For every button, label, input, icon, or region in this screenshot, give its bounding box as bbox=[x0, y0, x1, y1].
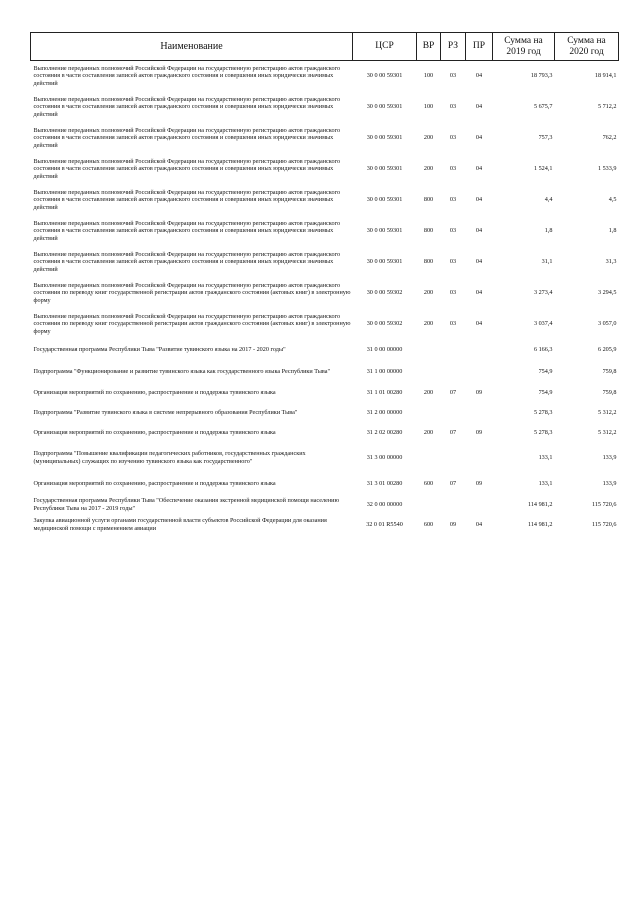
row-sum-2019: 6 166,3 bbox=[533, 346, 553, 354]
row-sum-2020: 133,9 bbox=[602, 479, 617, 487]
row-rz: 09 bbox=[449, 520, 457, 528]
row-sum-2020: 5 312,2 bbox=[597, 408, 617, 416]
table-row bbox=[31, 443, 619, 474]
row-csr: 31 1 01 00280 bbox=[366, 388, 403, 396]
row-sum-2020: 1 533,9 bbox=[597, 165, 617, 173]
row-pr: 09 bbox=[475, 479, 483, 487]
row-sum-2020: 31,3 bbox=[605, 258, 617, 266]
row-sum-2020: 6 205,9 bbox=[597, 346, 617, 354]
row-csr: 31 1 00 00000 bbox=[366, 367, 403, 375]
row-name: Выполнение переданных полномочий Российской Федерации на государственную регистрацию актов гражданского состояния по переводу книг государственной регистрации актов гражданского состояния (актовых книг) в электронную форму bbox=[33, 281, 351, 304]
row-csr: 30 0 00 59301 bbox=[366, 134, 403, 142]
row-pr bbox=[466, 403, 493, 423]
row-pr: 04 bbox=[475, 520, 483, 528]
row-vr: 800 bbox=[423, 258, 434, 266]
row-pr bbox=[466, 340, 493, 361]
row-sum-2020: 18 914,1 bbox=[594, 72, 617, 80]
row-name: Организация мероприятий по сохранению, распространение и поддержка тувинского языка bbox=[33, 428, 276, 436]
header-sum-2019: Сумма на 2019 год bbox=[493, 33, 555, 61]
table-row bbox=[31, 123, 619, 154]
row-name: Подпрограмма "Повышение квалификации педагогических работников, государственных гражданских (муниципальных) служащих по изучению тувинского языка как государственного" bbox=[33, 450, 306, 465]
table-row bbox=[31, 340, 619, 361]
row-vr: 100 bbox=[423, 103, 434, 111]
row-csr: 30 0 00 59302 bbox=[366, 289, 403, 297]
row-sum-2019: 114 981,2 bbox=[527, 520, 553, 528]
header-vr: ВР bbox=[417, 33, 441, 61]
table-row bbox=[31, 92, 619, 123]
row-csr: 31 3 01 00280 bbox=[366, 479, 403, 487]
table-row bbox=[31, 185, 619, 216]
row-vr bbox=[417, 443, 441, 474]
row-rz bbox=[441, 403, 466, 423]
row-name: Выполнение переданных полномочий Российской Федерации на государственную регистрацию актов гражданского состояния в части составления записей актов гражданского состояния и совершения иных юридически значимых действий bbox=[33, 188, 341, 211]
table-row bbox=[31, 494, 619, 516]
row-csr: 32 0 00 00000 bbox=[366, 500, 403, 508]
table-row bbox=[31, 154, 619, 185]
row-pr: 04 bbox=[475, 165, 483, 173]
row-sum-2019: 4,4 bbox=[544, 196, 553, 204]
row-sum-2019: 18 793,3 bbox=[530, 72, 553, 80]
header-sum-2020: Сумма на 2020 год bbox=[555, 33, 619, 61]
row-sum-2019: 5 278,3 bbox=[533, 428, 553, 436]
table-row bbox=[31, 403, 619, 423]
row-rz: 03 bbox=[449, 72, 457, 80]
row-sum-2019: 1,8 bbox=[544, 227, 553, 235]
row-name: Подпрограмма "Функционирование и развитие тувинского языка как государственного языка Республики Тыва" bbox=[33, 367, 330, 375]
row-pr: 04 bbox=[475, 258, 483, 266]
row-vr: 200 bbox=[423, 165, 434, 173]
row-csr: 30 0 00 59301 bbox=[366, 196, 403, 204]
row-sum-2020: 762,2 bbox=[602, 134, 617, 142]
row-pr: 04 bbox=[475, 320, 483, 328]
row-vr: 200 bbox=[423, 388, 434, 396]
row-rz: 03 bbox=[449, 289, 457, 297]
header-name: Наименование bbox=[31, 33, 353, 61]
row-pr bbox=[466, 494, 493, 516]
row-sum-2019: 31,1 bbox=[541, 258, 553, 266]
row-rz bbox=[441, 443, 466, 474]
row-rz: 03 bbox=[449, 258, 457, 266]
row-csr: 30 0 00 59301 bbox=[366, 165, 403, 173]
row-sum-2020: 5 712,2 bbox=[597, 103, 617, 111]
row-vr: 200 bbox=[423, 428, 434, 436]
row-name: Государственная программа Республики Тыва "Развитие тувинского языка на 2017 - 2020 годы" bbox=[33, 346, 286, 354]
table-row bbox=[31, 361, 619, 383]
row-sum-2019: 754,9 bbox=[538, 367, 553, 375]
row-vr bbox=[417, 403, 441, 423]
row-rz: 07 bbox=[449, 428, 457, 436]
row-sum-2020: 3 057,0 bbox=[597, 320, 617, 328]
row-sum-2020: 759,8 bbox=[602, 388, 617, 396]
row-rz: 03 bbox=[449, 196, 457, 204]
row-rz: 03 bbox=[449, 103, 457, 111]
row-sum-2019: 1 524,1 bbox=[533, 165, 553, 173]
row-sum-2020: 3 294,5 bbox=[597, 289, 617, 297]
row-pr: 09 bbox=[475, 428, 483, 436]
row-vr: 200 bbox=[423, 289, 434, 297]
row-rz bbox=[441, 340, 466, 361]
row-pr: 04 bbox=[475, 227, 483, 235]
row-sum-2019: 133,1 bbox=[538, 479, 553, 487]
row-pr: 04 bbox=[475, 103, 483, 111]
table-row bbox=[31, 278, 619, 309]
row-sum-2020: 115 720,6 bbox=[591, 500, 617, 508]
row-name: Закупка авиационной услуги органами государственной власти субъектов Российской Федерации для оказания медицинской помощи с применением авиации bbox=[33, 516, 327, 532]
row-csr: 31 2 02 00280 bbox=[366, 428, 403, 436]
row-pr: 09 bbox=[475, 388, 483, 396]
table-row bbox=[31, 383, 619, 403]
row-sum-2020: 759,8 bbox=[602, 367, 617, 375]
row-sum-2019: 133,1 bbox=[538, 454, 553, 462]
row-csr: 31 3 00 00000 bbox=[366, 454, 403, 462]
row-name: Выполнение переданных полномочий Российской Федерации на государственную регистрацию актов гражданского состояния в части составления записей актов гражданского состояния и совершения иных юридически значимых действий bbox=[33, 219, 341, 242]
row-rz: 07 bbox=[449, 479, 457, 487]
row-sum-2019: 3 037,4 bbox=[533, 320, 553, 328]
row-rz: 03 bbox=[449, 320, 457, 328]
row-rz: 07 bbox=[449, 388, 457, 396]
row-sum-2019: 5 675,7 bbox=[533, 103, 553, 111]
row-vr: 200 bbox=[423, 320, 434, 328]
row-sum-2020: 4,5 bbox=[608, 196, 617, 204]
row-csr: 30 0 00 59301 bbox=[366, 72, 403, 80]
table-row bbox=[31, 474, 619, 494]
row-pr: 04 bbox=[475, 196, 483, 204]
row-vr: 600 bbox=[423, 520, 434, 528]
row-name: Выполнение переданных полномочий Российской Федерации на государственную регистрацию актов гражданского состояния в части составления записей актов гражданского состояния и совершения иных юридически значимых действий bbox=[33, 64, 341, 88]
row-vr: 100 bbox=[423, 72, 434, 80]
row-rz: 03 bbox=[449, 227, 457, 235]
row-vr bbox=[417, 361, 441, 383]
header-csr: ЦСР bbox=[353, 33, 417, 61]
header-pr: ПР bbox=[466, 33, 493, 61]
table-row bbox=[31, 61, 619, 92]
row-csr: 30 0 00 59302 bbox=[366, 320, 403, 328]
row-pr: 04 bbox=[475, 72, 483, 80]
row-name: Выполнение переданных полномочий Российской Федерации на государственную регистрацию актов гражданского состояния в части составления записей актов гражданского состояния и совершения иных юридически значимых действий bbox=[33, 126, 341, 149]
header-rz: РЗ bbox=[441, 33, 466, 61]
row-rz: 03 bbox=[449, 134, 457, 142]
row-name: Выполнение переданных полномочий Российской Федерации на государственную регистрацию актов гражданского состояния по переводу книг государственной регистрации актов гражданского состояния (актовых книг) в электронную форму bbox=[33, 312, 351, 335]
row-name: Выполнение переданных полномочий Российской Федерации на государственную регистрацию актов гражданского состояния в части составления записей актов гражданского состояния и совершения иных юридически значимых действий bbox=[33, 250, 341, 273]
row-csr: 32 0 01 R5540 bbox=[366, 520, 403, 528]
row-vr: 600 bbox=[423, 479, 434, 487]
row-name: Организация мероприятий по сохранению, распространение и поддержка тувинского языка bbox=[33, 479, 276, 487]
row-pr bbox=[466, 361, 493, 383]
row-vr: 800 bbox=[423, 227, 434, 235]
row-pr bbox=[466, 443, 493, 474]
table-header-row bbox=[31, 33, 619, 61]
row-pr: 04 bbox=[475, 134, 483, 142]
table-row bbox=[31, 216, 619, 247]
row-sum-2020: 1,8 bbox=[608, 227, 617, 235]
row-sum-2019: 754,9 bbox=[538, 388, 553, 396]
row-pr: 04 bbox=[475, 289, 483, 297]
row-sum-2019: 114 981,2 bbox=[527, 500, 553, 508]
row-vr bbox=[417, 340, 441, 361]
row-csr: 31 2 00 00000 bbox=[366, 408, 403, 416]
row-rz bbox=[441, 494, 466, 516]
row-vr: 200 bbox=[423, 134, 434, 142]
row-csr: 30 0 00 59301 bbox=[366, 227, 403, 235]
row-rz: 03 bbox=[449, 165, 457, 173]
row-csr: 30 0 00 59301 bbox=[366, 103, 403, 111]
row-sum-2020: 5 312,2 bbox=[597, 428, 617, 436]
row-sum-2019: 5 278,3 bbox=[533, 408, 553, 416]
row-name: Подпрограмма "Развитие тувинского языка в системе непрерывного образования Республики Тыва" bbox=[33, 408, 298, 416]
row-name: Государственная программа Республики Тыва "Обеспечение оказания экстренной медицинской помощи населению Республики Тыва на 2017 - 2019 годы" bbox=[33, 496, 340, 512]
table-row bbox=[31, 516, 619, 534]
table-row bbox=[31, 309, 619, 340]
row-csr: 30 0 00 59301 bbox=[366, 258, 403, 266]
row-csr: 31 0 00 00000 bbox=[366, 346, 403, 354]
row-vr: 800 bbox=[423, 196, 434, 204]
row-sum-2020: 133,9 bbox=[602, 454, 617, 462]
table-row bbox=[31, 423, 619, 443]
row-sum-2020: 115 720,6 bbox=[591, 520, 617, 528]
row-name: Организация мероприятий по сохранению, распространение и поддержка тувинского языка bbox=[33, 388, 276, 396]
row-name: Выполнение переданных полномочий Российской Федерации на государственную регистрацию актов гражданского состояния в части составления записей актов гражданского состояния и совершения иных юридически значимых действий bbox=[33, 157, 341, 180]
budget-table bbox=[30, 32, 619, 534]
row-sum-2019: 3 273,4 bbox=[533, 289, 553, 297]
row-sum-2019: 757,3 bbox=[538, 134, 553, 142]
table-row bbox=[31, 247, 619, 278]
budget-table-page bbox=[30, 32, 618, 534]
row-vr bbox=[417, 494, 441, 516]
row-name: Выполнение переданных полномочий Российской Федерации на государственную регистрацию актов гражданского состояния в части составления записей актов гражданского состояния и совершения иных юридически значимых действий bbox=[33, 95, 341, 118]
row-rz bbox=[441, 361, 466, 383]
